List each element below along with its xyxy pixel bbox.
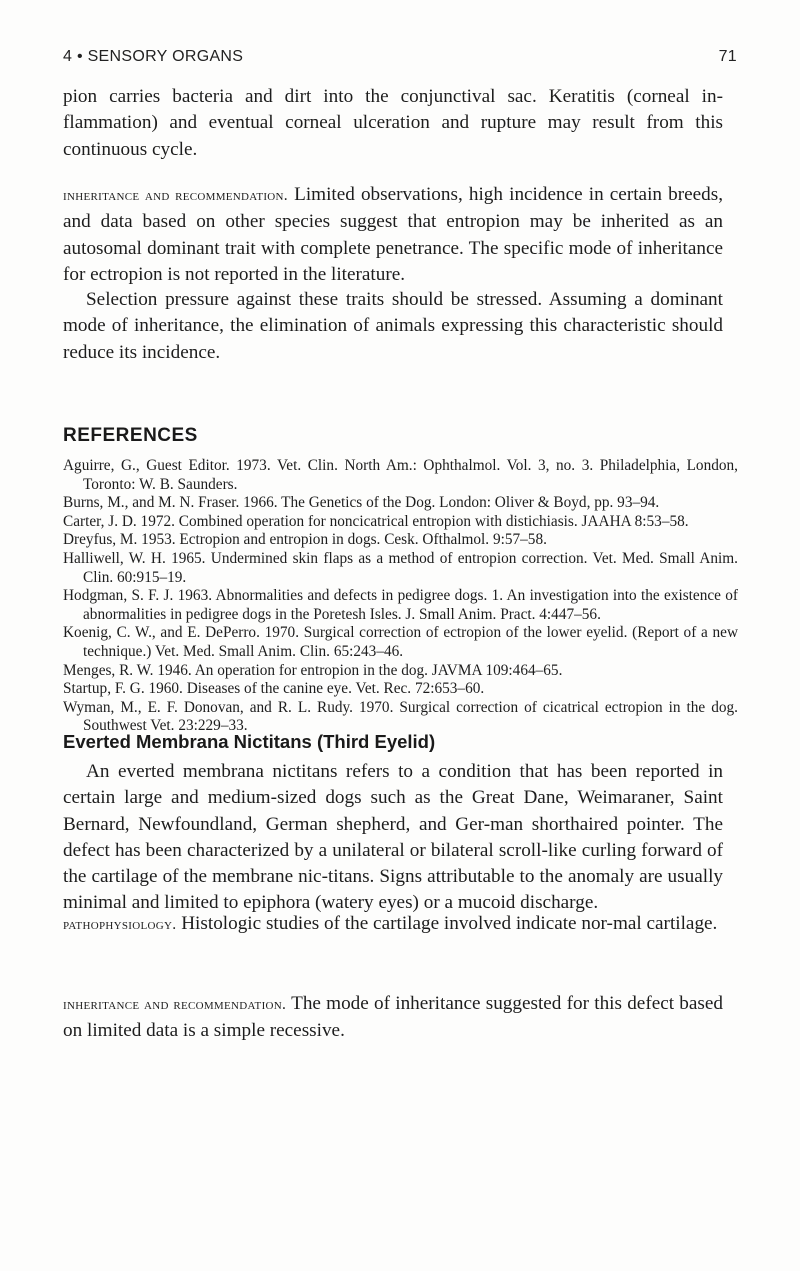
reference-item: Hodgman, S. F. J. 1963. Abnormalities and defects in pedigree dogs. 1. An investigation into the existence of abnormalities in pedigree dogs in the Poretesh Isles. J. Small Anim. Pract. 4:447–56. <box>63 587 738 623</box>
reference-item: Burns, M., and M. N. Fraser. 1966. The Genetics of the Dog. London: Oliver & Boyd, pp. 93–94. <box>63 494 660 512</box>
paragraph-text: The mode of inheritance suggested for this defect based on limited data is a simple recessive. <box>63 993 723 1042</box>
reference-item: Aguirre, G., Guest Editor. 1973. Vet. Clin. North Am.: Ophthalmol. Vol. 3, no. 3. Philadelphia, London, Toronto: W. B. Saunders. <box>63 457 738 493</box>
references-heading: REFERENCES <box>63 425 198 446</box>
selection-paragraph: Selection pressure against these traits should be stressed. Assuming a dominant mode of inheritance, the elimination of animals expressing this characteristic should reduce its incidence. <box>63 289 723 363</box>
reference-item: Dreyfus, M. 1953. Ectropion and entropion in dogs. Cesk. Ofthalmol. 9:57–58. <box>63 531 547 549</box>
page-number: 71 <box>718 48 737 65</box>
pathophysiology-paragraph <box>63 911 723 938</box>
reference-item: Menges, R. W. 1946. An operation for entropion in the dog. JAVMA 109:464–65. <box>63 661 563 679</box>
reference-item: Startup, F. G. 1960. Diseases of the canine eye. Vet. Rec. 72:653–60. <box>63 680 485 698</box>
inheritance-paragraph-entropion <box>63 182 723 288</box>
section-paragraph: An everted membrana nictitans refers to a condition that has been reported in certain large and medium-sized dogs such as the Great Dane, Weimaraner, Saint Bernard, Newfoundland, German shepherd, and Ger-man shorthaired pointer. The defect has been characterized by a unilateral or bilateral scroll-like curling forward of the cartilage of the membrane nic-titans. Signs attributable to the anomaly are usually minimal and limited to epiphora (watery eyes) or a mucoid discharge. <box>63 761 723 914</box>
references-list <box>63 457 738 736</box>
paragraph-text: Limited observations, high incidence in certain breeds, and data based on other species suggest that entropion may be inherited as an autosomal dominant trait with complete penetrance. The specific mode of inheritance for ectropion is not reported in the literature. <box>63 184 723 285</box>
intro-paragraph: pion carries bacteria and dirt into the conjunctival sac. Keratitis (corneal in-flammation) and eventual corneal ulceration and rupture may result from this continuous cycle. <box>63 86 723 160</box>
paragraph-text: Histologic studies of the cartilage involved indicate nor-mal cartilage. <box>176 913 718 934</box>
inheritance-paragraph-nictitans <box>63 991 723 1045</box>
chapter-title: 4 • SENSORY ORGANS <box>63 48 244 65</box>
run-in-label: pathophysiology. <box>63 916 177 933</box>
running-head <box>63 48 737 66</box>
reference-item: Halliwell, W. H. 1965. Undermined skin flaps as a method of entropion correction. Vet. Med. Small Anim. Clin. 60:915–19. <box>63 549 738 586</box>
reference-item: Koenig, C. W., and E. DePerro. 1970. Surgical correction of ectropion of the lower eyelid. (Report of a new technique.) Vet. Med. Small Anim. Clin. 65:243–46. <box>63 624 738 660</box>
reference-item: Carter, J. D. 1972. Combined operation for noncicatrical entropion with distichiasis. JAAHA 8:53–58. <box>63 512 689 530</box>
section-heading: Everted Membrana Nictitans (Third Eyelid) <box>63 731 436 752</box>
run-in-label: inheritance and recommendation. <box>63 996 287 1013</box>
run-in-label: inheritance and recommendation. <box>63 187 288 204</box>
reference-item: Wyman, M., E. F. Donovan, and R. L. Rudy. 1970. Surgical correction of cicatrical ectropion in the dog. Southwest Vet. 23:229–33. <box>63 698 738 735</box>
